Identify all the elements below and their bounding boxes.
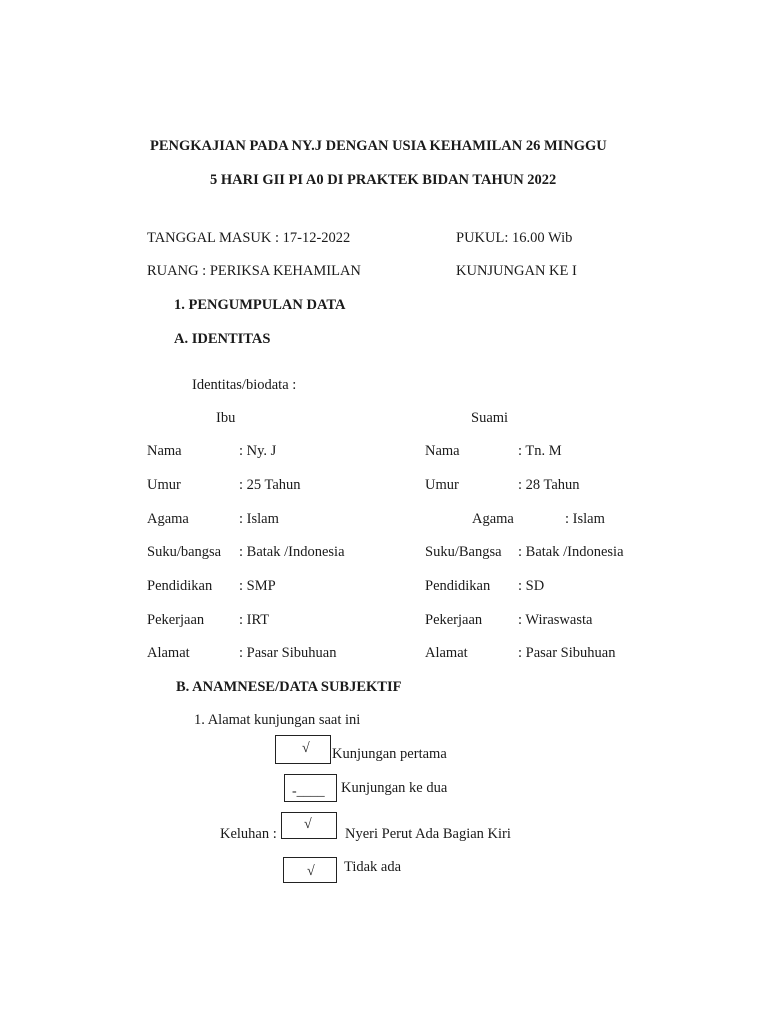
keluhan-text: Nyeri Perut Ada Bagian Kiri — [345, 826, 511, 842]
ibu-pendidikan-value: : SMP — [239, 578, 276, 594]
ibu-umur-value: : 25 Tahun — [239, 477, 301, 493]
keluhan-label: Keluhan : — [220, 826, 277, 842]
keluhan-checkbox[interactable] — [281, 812, 337, 839]
suami-umur-label: Umur — [425, 477, 459, 493]
ibu-nama-value: : Ny. J — [239, 443, 277, 459]
ibu-agama-label: Agama — [147, 511, 189, 527]
suami-alamat-label: Alamat — [425, 645, 468, 661]
ruang: RUANG : PERIKSA KEHAMILAN — [147, 263, 361, 279]
suami-suku-value: : Batak /Indonesia — [518, 544, 624, 560]
kunjungan-kedua-checkbox[interactable] — [284, 774, 337, 802]
ibu-nama-label: Nama — [147, 443, 182, 459]
ibu-agama-value: : Islam — [239, 511, 279, 527]
suami-umur-value: : 28 Tahun — [518, 477, 580, 493]
suami-agama-value: : Islam — [565, 511, 605, 527]
ibu-alamat-label: Alamat — [147, 645, 190, 661]
section-identitas: A. IDENTITAS — [174, 331, 271, 347]
check-mark-icon: √ — [302, 741, 310, 756]
document-title-line1: PENGKAJIAN PADA NY.J DENGAN USIA KEHAMILAN 26 MINGGU — [150, 138, 607, 154]
identitas-label: Identitas/biodata : — [192, 377, 297, 393]
document-title-line2: 5 HARI GII PI A0 DI PRAKTEK BIDAN TAHUN 2022 — [210, 172, 557, 188]
ibu-alamat-value: : Pasar Sibuhuan — [239, 645, 337, 661]
check-mark-icon: √ — [307, 864, 315, 879]
kunjungan-kedua-label: Kunjungan ke dua — [341, 780, 448, 796]
ibu-suku-label: Suku/bangsa — [147, 544, 222, 560]
ibu-umur-label: Umur — [147, 477, 181, 493]
suami-suku-label: Suku/Bangsa — [425, 544, 502, 560]
section-pengumpulan-data: 1. PENGUMPULAN DATA — [174, 297, 346, 313]
pukul: PUKUL: 16.00 Wib — [456, 230, 573, 246]
section-anamnese: B. ANAMNESE/DATA SUBJEKTIF — [176, 679, 402, 695]
suami-agama-label: Agama — [472, 511, 514, 527]
suami-nama-value: : Tn. M — [518, 443, 562, 459]
ibu-pekerjaan-value: : IRT — [239, 612, 270, 628]
suami-nama-label: Nama — [425, 443, 460, 459]
suami-pekerjaan-label: Pekerjaan — [425, 612, 483, 628]
tanggal-masuk: TANGGAL MASUK : 17-12-2022 — [147, 230, 351, 246]
item-alamat-kunjungan: 1. Alamat kunjungan saat ini — [194, 712, 361, 728]
check-mark-icon: √ — [304, 817, 312, 832]
ibu-pekerjaan-label: Pekerjaan — [147, 612, 205, 628]
tidak-ada-checkbox[interactable] — [283, 857, 337, 883]
suami-header: Suami — [471, 410, 509, 426]
ibu-pendidikan-label: Pendidikan — [147, 578, 213, 594]
kunjungan-ke: KUNJUNGAN KE I — [456, 263, 577, 279]
suami-pekerjaan-value: : Wiraswasta — [518, 612, 593, 628]
suami-pendidikan-value: : SD — [518, 578, 545, 594]
ibu-header: Ibu — [216, 410, 236, 426]
suami-pendidikan-label: Pendidikan — [425, 578, 491, 594]
kunjungan-pertama-checkbox[interactable] — [275, 735, 331, 764]
dash-mark: -____ — [292, 784, 325, 799]
ibu-suku-value: : Batak /Indonesia — [239, 544, 345, 560]
tidak-ada-label: Tidak ada — [344, 859, 402, 875]
suami-alamat-value: : Pasar Sibuhuan — [518, 645, 616, 661]
kunjungan-pertama-label: Kunjungan pertama — [332, 746, 447, 762]
